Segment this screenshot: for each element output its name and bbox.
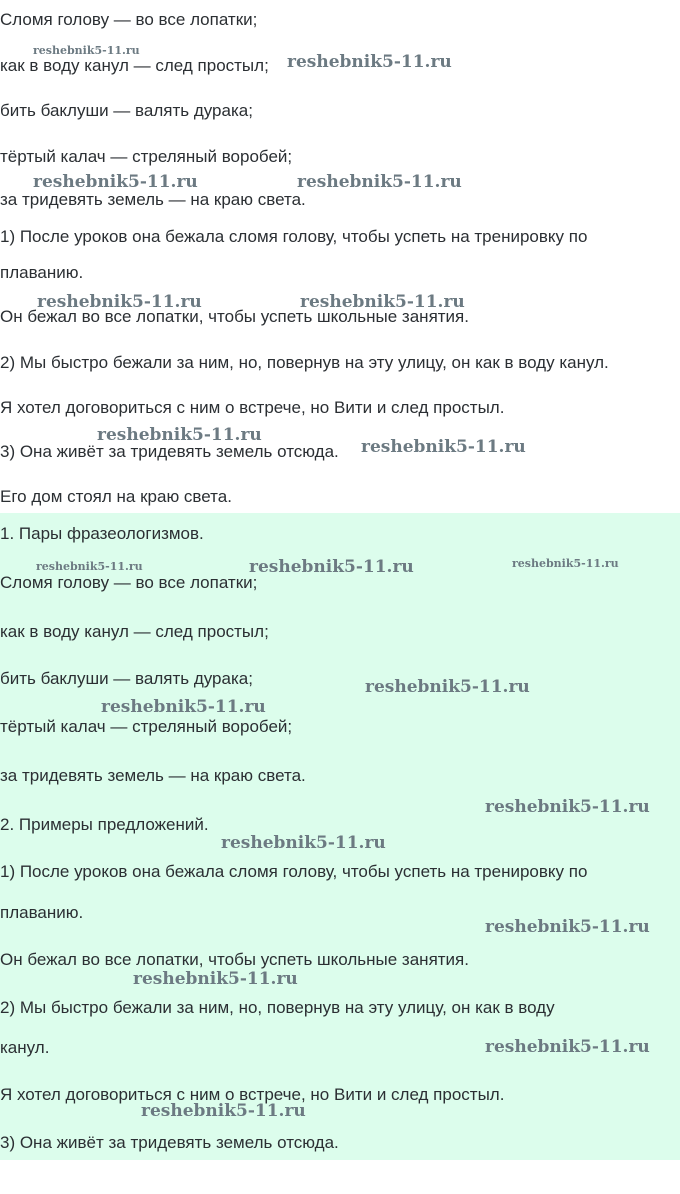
section-heading: 2. Примеры предложений. <box>0 815 209 834</box>
sentence-line: Он бежал во все лопатки, чтобы успеть школьные занятия. <box>0 950 469 969</box>
sentence-line: Он бежал во все лопатки, чтобы успеть школьные занятия. <box>0 307 469 326</box>
sentence-line: 1) После уроков она бежала сломя голову, чтобы успеть на тренировку по <box>0 862 588 881</box>
sentence-line: 2) Мы быстро бежали за ним, но, повернув на эту улицу, он как в воду <box>0 998 555 1017</box>
pair-line: Сломя голову — во все лопатки; <box>0 573 258 592</box>
watermark: reshebnik5-11.ru <box>361 437 526 457</box>
sentence-line: 1) После уроков она бежала сломя голову, чтобы успеть на тренировку по <box>0 227 588 246</box>
sentence-line: канул. <box>0 1038 50 1057</box>
sentence-line: 3) Она живёт за тридевять земель отсюда. <box>0 442 339 461</box>
watermark: reshebnik5-11.ru <box>221 833 386 853</box>
pair-line: бить баклуши — валять дурака; <box>0 101 253 120</box>
pair-line: за тридевять земель — на краю света. <box>0 766 306 785</box>
watermark: reshebnik5-11.ru <box>287 52 452 72</box>
watermark: reshebnik5-11.ru <box>133 969 298 989</box>
pair-line: бить баклуши — валять дурака; <box>0 669 253 688</box>
watermark: reshebnik5-11.ru <box>485 917 650 937</box>
pair-line: Сломя голову — во все лопатки; <box>0 10 258 29</box>
pair-line: как в воду канул — след простыл; <box>0 622 269 641</box>
sentence-line: 3) Она живёт за тридевять земель отсюда. <box>0 1133 339 1152</box>
watermark: reshebnik5-11.ru <box>365 677 530 697</box>
watermark: reshebnik5-11.ru <box>36 560 143 573</box>
watermark: reshebnik5-11.ru <box>33 172 198 192</box>
sentence-line: Я хотел договориться с ним о встрече, но Вити и след простыл. <box>0 1085 505 1104</box>
section-heading: 1. Пары фразеологизмов. <box>0 524 204 543</box>
watermark: reshebnik5-11.ru <box>300 292 465 312</box>
pair-line: тёртый калач — стреляный воробей; <box>0 717 293 736</box>
sentence-line: Его дом стоял на краю света. <box>0 487 232 506</box>
sentence-line: плаванию. <box>0 903 84 922</box>
watermark: reshebnik5-11.ru <box>33 44 140 57</box>
sentence-line: Я хотел договориться с ним о встрече, но Вити и след простыл. <box>0 398 505 417</box>
watermark: reshebnik5-11.ru <box>485 797 650 817</box>
watermark: reshebnik5-11.ru <box>141 1101 306 1121</box>
watermark: reshebnik5-11.ru <box>485 1037 650 1057</box>
sentence-line: плаванию. <box>0 263 84 282</box>
watermark: reshebnik5-11.ru <box>101 697 266 717</box>
watermark: reshebnik5-11.ru <box>37 292 202 312</box>
pair-line: тёртый калач — стреляный воробей; <box>0 147 293 166</box>
watermark: reshebnik5-11.ru <box>297 172 462 192</box>
watermark: reshebnik5-11.ru <box>97 425 262 445</box>
sentence-line: 2) Мы быстро бежали за ним, но, повернув на эту улицу, он как в воду канул. <box>0 353 609 372</box>
pair-line: как в воду канул — след простыл; <box>0 56 269 75</box>
watermark: reshebnik5-11.ru <box>512 557 619 570</box>
watermark: reshebnik5-11.ru <box>249 557 414 577</box>
pair-line: за тридевять земель — на краю света. <box>0 190 306 209</box>
